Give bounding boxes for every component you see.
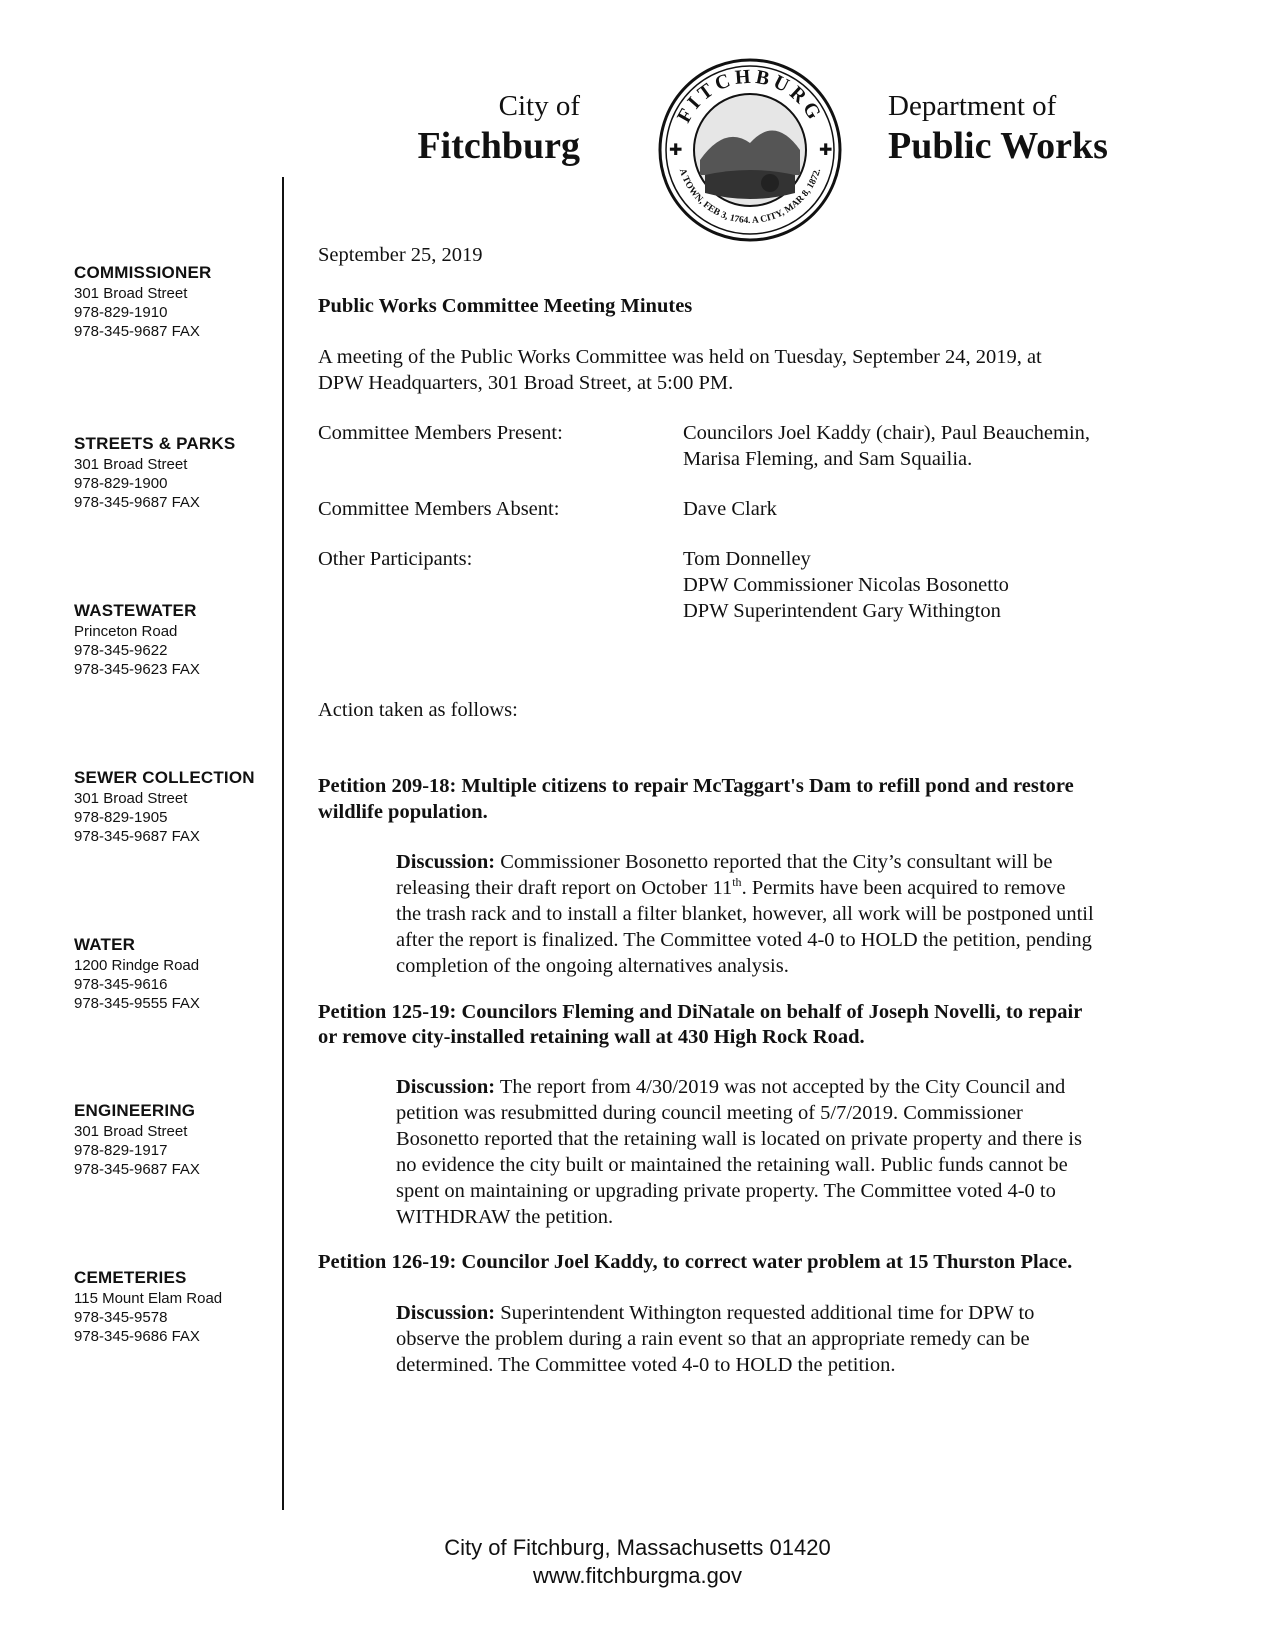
discussion-label: Discussion: <box>396 1302 496 1324</box>
petition-1-discussion: Discussion: Commissioner Bosonetto reported that the City’s consultant will be releasing their draft report on October 11th. Permits have been acquired to remove the trash rack and to install a filter blanket, however, all work will be postponed until after the report is finalized. The Committee voted 4-0 to HOLD the petition, pending completion of the ongoing alternatives analysis. <box>396 851 1094 977</box>
participant: Tom Donnelley <box>683 548 811 570</box>
absent-value: Dave Clark <box>683 498 777 520</box>
sidebar-divider <box>282 177 284 1510</box>
petition-3-discussion: Discussion: Superintendent Withington requested additional time for DPW to observe the problem during a rain event so that an appropriate remedy can be determined. The Committee voted 4-0 to HOLD the petition. <box>396 1302 1035 1376</box>
petition-1-title-line-1: Petition 209-18: Multiple citizens to repair McTaggart's Dam to refill pond and restore <box>318 775 1074 797</box>
petition-2-title-line-2: or remove city-installed retaining wall at 430 High Rock Road. <box>318 1026 865 1048</box>
sidebar-sewer-collection: SEWER COLLECTION 301 Broad Street 978-829-1905 978-345-9687 FAX <box>74 768 255 845</box>
page-footer <box>0 1534 1275 1590</box>
city-header <box>400 88 580 168</box>
others-label: Other Participants: <box>318 548 473 570</box>
sidebar-commissioner: COMMISSIONER 301 Broad Street 978-829-1910 978-345-9687 FAX <box>74 263 212 340</box>
absent-label: Committee Members Absent: <box>318 498 560 520</box>
participant: DPW Commissioner Nicolas Bosonetto <box>683 574 1009 596</box>
discussion-label: Discussion: <box>396 851 496 873</box>
svg-text:✚: ✚ <box>669 142 683 159</box>
petition-3-title: Petition 126-19: Councilor Joel Kaddy, to correct water problem at 15 Thurston Place. <box>318 1251 1073 1273</box>
svg-text:A TOWN, FEB 3, 1764. A CITY, M: A TOWN, FEB 3, 1764. A CITY, MAR 8, 1872. <box>676 167 824 227</box>
petition-2-title-line-1: Petition 125-19: Councilors Fleming and DiNatale on behalf of Joseph Novelli, to repair <box>318 1001 1083 1023</box>
footer-website-link[interactable]: www.fitchburgma.gov <box>532 1563 743 1588</box>
participant: DPW Superintendent Gary Withington <box>683 600 1001 622</box>
city-name: Fitchburg <box>417 125 580 167</box>
present-line-2: Marisa Fleming, and Sam Squailia. <box>683 448 973 470</box>
document-date: September 25, 2019 <box>318 244 483 266</box>
present-line-1: Councilors Joel Kaddy (chair), Paul Beauchemin, <box>683 422 1091 444</box>
footer-address: City of Fitchburg, Massachusetts 01420 <box>444 1535 831 1560</box>
present-label: Committee Members Present: <box>318 422 563 444</box>
sidebar-engineering: ENGINEERING 301 Broad Street 978-829-1917 978-345-9687 FAX <box>74 1101 200 1178</box>
department-header <box>888 88 1218 168</box>
petition-2-discussion: Discussion: The report from 4/30/2019 was not accepted by the City Council and petition was resubmitted during council meeting of 5/7/2019. Commissioner Bosonetto reported that the retaining wall is located on private property and there is no evidence the city built or maintained the retaining wall. Public funds cannot be spent on maintaining or upgrading private property. The Committee voted 4-0 to WITHDRAW the petition. <box>396 1076 1082 1228</box>
sidebar-cemeteries: CEMETERIES 115 Mount Elam Road 978-345-9578 978-345-9686 FAX <box>74 1268 223 1345</box>
svg-text:✚: ✚ <box>819 142 833 159</box>
department-name: Public Works <box>888 125 1108 167</box>
sidebar-water: WATER 1200 Rindge Road 978-345-9616 978-345-9555 FAX <box>74 935 200 1012</box>
sidebar-streets-parks: STREETS & PARKS 301 Broad Street 978-829-1900 978-345-9687 FAX <box>74 434 236 511</box>
discussion-label: Discussion: <box>396 1076 496 1098</box>
document-title: Public Works Committee Meeting Minutes <box>318 295 693 317</box>
department-of-label: Department of <box>888 90 1057 122</box>
intro-line-2: DPW Headquarters, 301 Broad Street, at 5:00 PM. <box>318 372 734 394</box>
svg-text:FITCHBURG: FITCHBURG <box>672 65 828 127</box>
intro-line-1: A meeting of the Public Works Committee was held on Tuesday, September 24, 2019, at <box>318 346 1042 368</box>
city-seal-logo <box>655 55 845 245</box>
action-label: Action taken as follows: <box>318 699 518 721</box>
petition-1-title-line-2: wildlife population. <box>318 801 488 823</box>
city-of-label: City of <box>498 90 580 122</box>
sidebar-wastewater: WASTEWATER Princeton Road 978-345-9622 978-345-9623 FAX <box>74 601 200 678</box>
